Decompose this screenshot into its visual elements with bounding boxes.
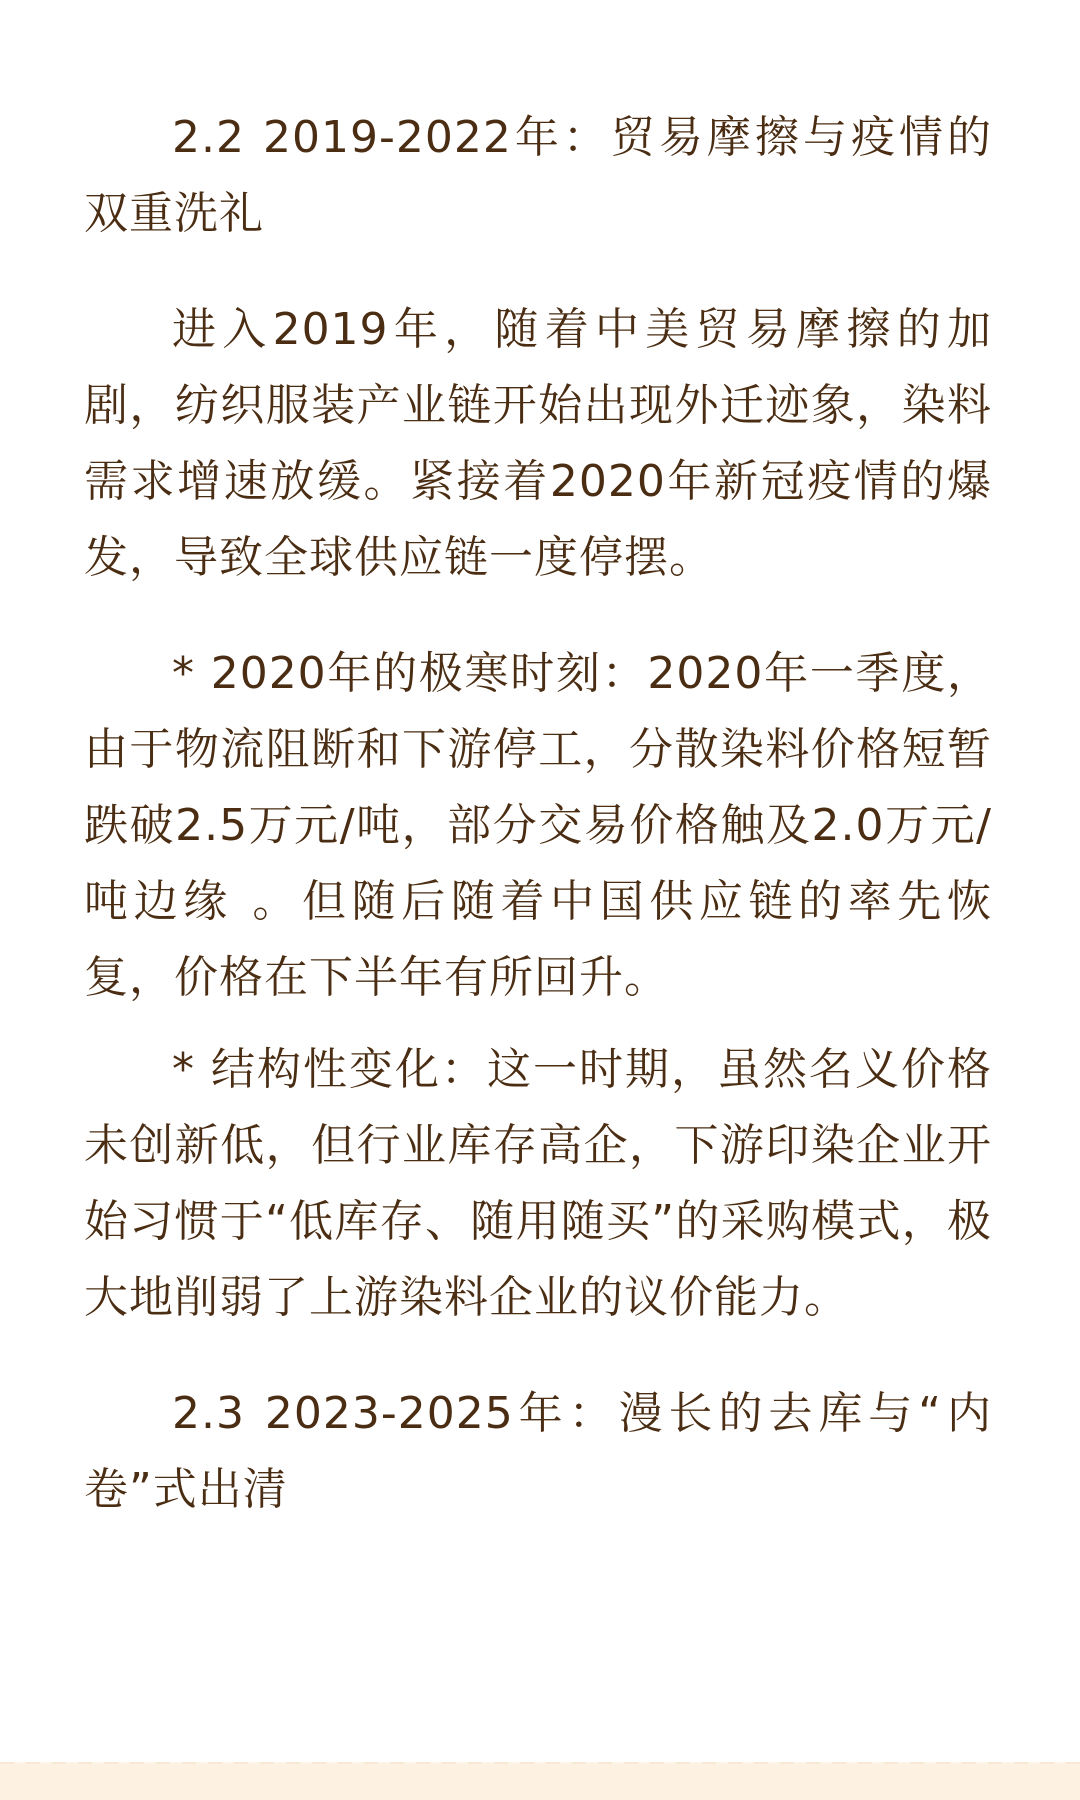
section-heading-2-2: 2.2 2019-2022年：贸易摩擦与疫情的双重洗礼 — [84, 112, 992, 239]
footer-band — [0, 1764, 1080, 1800]
bullet-structural-change: * 结构性变化：这一时期，虽然名义价格未创新低，但行业库存高企，下游印染企业开始习惯于“低库存、随用随买”的采购模式，极大地削弱了上游染料企业的议价能力。 — [84, 1044, 992, 1323]
section-heading-2-3: 2.3 2023-2025年：漫长的去库与“内卷”式出清 — [84, 1388, 992, 1515]
article-body — [84, 100, 992, 1528]
bullet-2020-cold-moment: * 2020年的极寒时刻：2020年一季度，由于物流阻断和下游停工，分散染料价格短暂跌破2.5万元/吨，部分交易价格触及2.0万元/吨边缘 。但随后随着中国供应链的率先恢复，价格在下半年有所回升。 — [84, 648, 992, 1003]
paragraph-2019-trade-friction: 进入2019年，随着中美贸易摩擦的加剧，纺织服装产业链开始出现外迁迹象，染料需求增速放缓。紧接着2020年新冠疫情的爆发，导致全球供应链一度停摆。 — [84, 304, 992, 583]
